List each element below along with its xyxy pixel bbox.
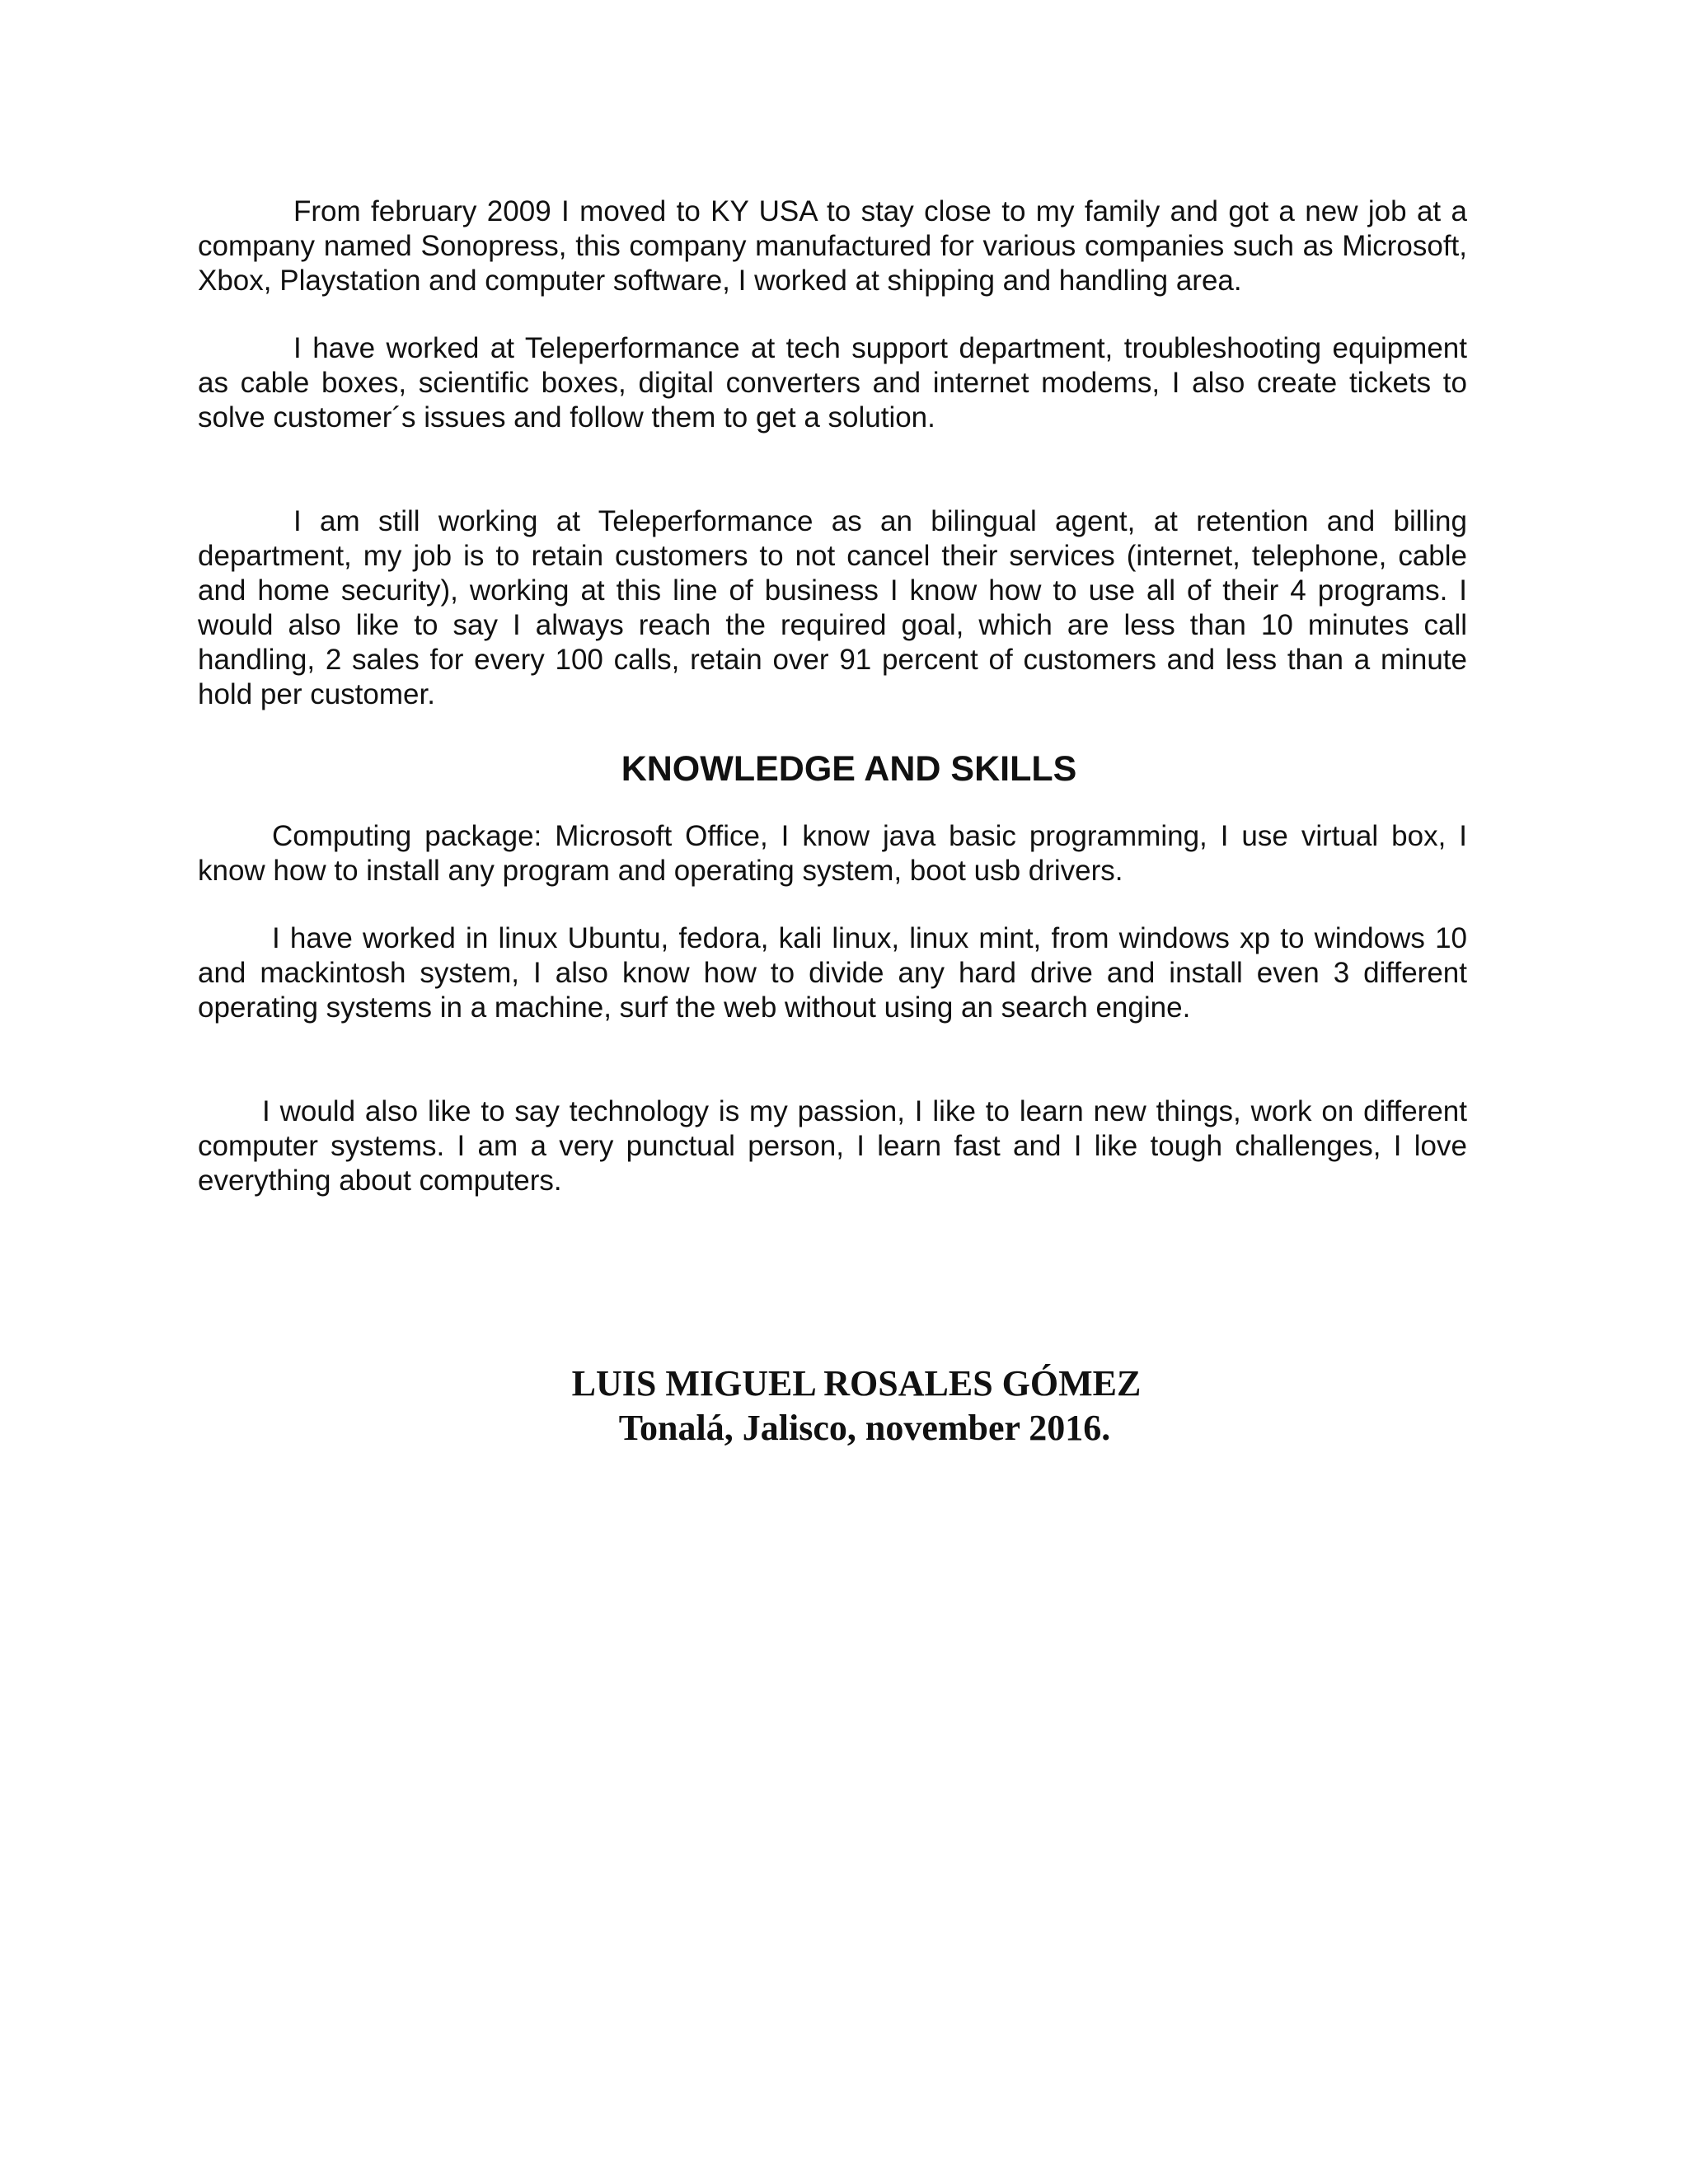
signature-place-date: Tonalá, Jalisco, november 2016. <box>618 1408 1111 1448</box>
paragraph-operating-systems: I have worked in linux Ubuntu, fedora, kali linux, linux mint, from windows xp to windows 10 and mackintosh system, I also know how to divide any hard drive and install even 3 different operating systems in a machine, surf the web without using an search engine. <box>198 922 1467 1024</box>
paragraph-computing-package: Computing package: Microsoft Office, I know java basic programming, I use virtual box, I know how to install any program and operating system, boot usb drivers. <box>198 820 1467 887</box>
paragraph-sonopress: From february 2009 I moved to KY USA to stay close to my family and got a new job at a company named Sonopress, this company manufactured for various companies such as Microsoft, Xbox, Playstation and computer software, I worked at shipping and handling area. <box>198 195 1467 297</box>
paragraph-tech-support: I have worked at Teleperformance at tech support department, troubleshooting equipment as cable boxes, scientific boxes, digital converters and internet modems, I also create tickets to solve customer´s issues and follow them to get a solution. <box>198 332 1467 434</box>
paragraph-passion: I would also like to say technology is my passion, I like to learn new things, work on different computer systems. I am a very punctual person, I learn fast and I like tough challenges, I love everything about computers. <box>198 1095 1467 1197</box>
document-body <box>198 194 1467 1198</box>
paragraph-retention: I am still working at Teleperformance as an bilingual agent, at retention and billing department, my job is to retain customers to not cancel their services (internet, telephone, cable and home security), working at this line of business I know how to use all of their 4 programs. I would also like to say I always reach the required goal, which are less than 10 minutes call handling, 2 sales for every 100 calls, retain over 91 percent of customers and less than a minute hold per customer. <box>198 505 1467 710</box>
section-heading-knowledge-skills: KNOWLEDGE AND SKILLS <box>621 749 1077 789</box>
signature-name: LUIS MIGUEL ROSALES GÓMEZ <box>571 1363 1142 1404</box>
